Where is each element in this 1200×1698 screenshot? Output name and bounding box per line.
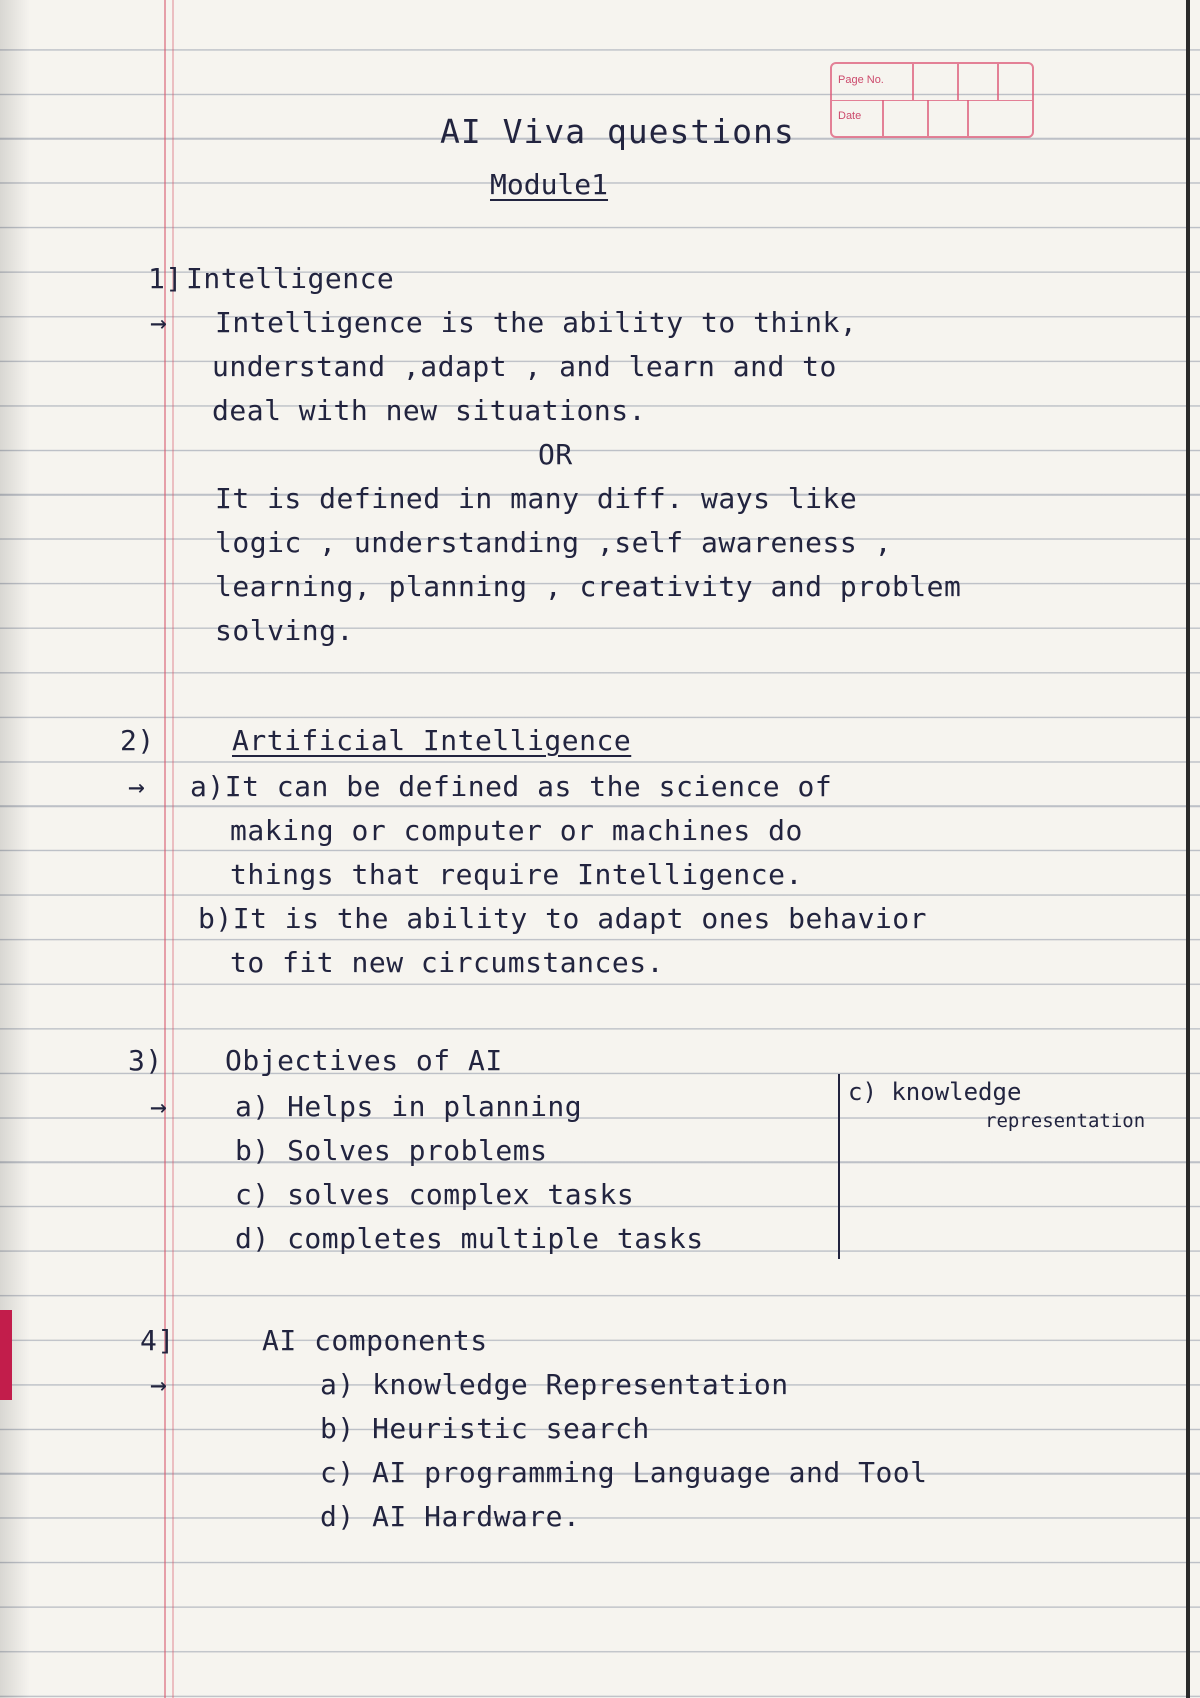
q3-arrow: → [150,1090,168,1123]
margin-line [164,0,166,1698]
q2-line-1: a)It can be defined as the science of [190,770,833,803]
q3-item-4: d) completes multiple tasks [235,1222,704,1255]
q1-arrow: → [150,306,168,339]
q1-heading: Intelligence [186,262,395,295]
q3-number: 3) [128,1044,163,1077]
q2-heading: Artificial Intelligence [232,724,632,757]
q2-line-2: making or computer or machines do [230,814,803,847]
q4-item-3: c) AI programming Language and Tool [320,1456,928,1489]
page-title: AI Viva questions [440,112,795,151]
module-heading: Module1 [490,168,609,201]
q2-line-5: to fit new circumstances. [230,946,664,979]
page-no-label: Page No. [838,74,884,86]
q1-line-3: deal with new situations. [212,394,646,427]
q3-side-item-cont: representation [985,1110,1146,1132]
date-row [832,100,1032,136]
q1-line-7: solving. [215,614,354,647]
page-edge [1186,0,1190,1698]
page-shadow [0,0,30,1698]
q4-number: 4] [140,1324,175,1357]
q1-number: 1] [148,262,183,295]
q2-arrow: → [128,770,146,803]
q4-item-1: a) knowledge Representation [320,1368,789,1401]
page-no-row [832,64,1032,101]
q4-arrow: → [150,1368,168,1401]
q1-line-5: logic , understanding ,self awareness , [215,526,892,559]
q1-line-2: understand ,adapt , and learn and to [212,350,837,383]
q4-item-2: b) Heuristic search [320,1412,650,1445]
q1-or: OR [538,438,573,471]
q2-number: 2) [120,724,155,757]
q2-line-4: b)It is the ability to adapt ones behavior [198,902,928,935]
page-date-box [830,62,1034,138]
q1-line-6: learning, planning , creativity and problem [215,570,962,603]
date-label: Date [838,110,862,122]
q1-line-1: Intelligence is the ability to think, [215,306,858,339]
q1-line-4: It is defined in many diff. ways like [215,482,858,515]
q3-item-1: a) Helps in planning [235,1090,583,1123]
binding-tab [0,1310,12,1400]
q4-item-4: d) AI Hardware. [320,1500,581,1533]
q4-heading: AI components [262,1324,488,1357]
q2-line-3: things that require Intelligence. [230,858,803,891]
q3-heading: Objectives of AI [225,1044,503,1077]
q3-side-item: c) knowledge [848,1078,1022,1106]
q3-divider [838,1074,840,1259]
q3-item-3: c) solves complex tasks [235,1178,635,1211]
q3-item-2: b) Solves problems [235,1134,548,1167]
